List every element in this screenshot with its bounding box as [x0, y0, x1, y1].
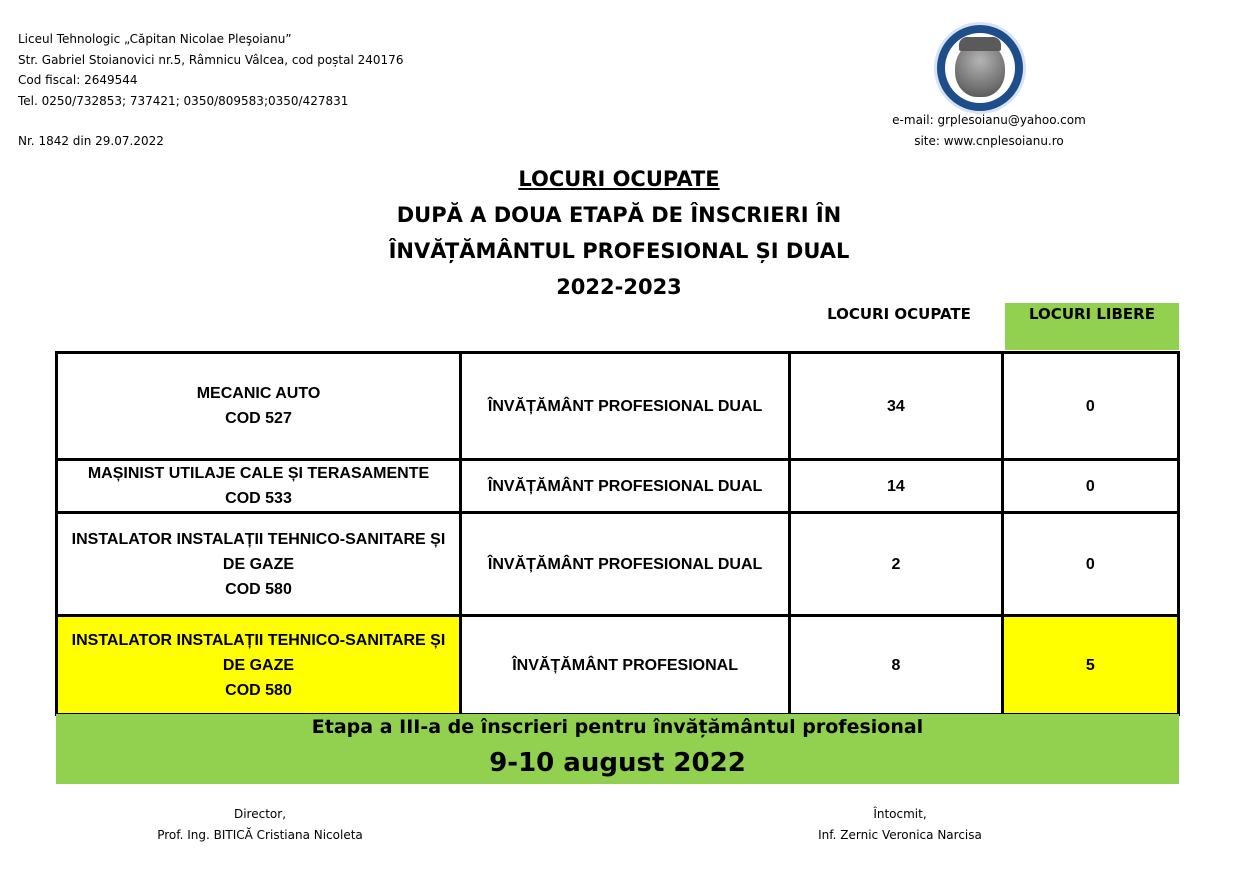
- document-number: Nr. 1842 din 29.07.2022: [18, 134, 164, 148]
- qualification-name: MECANIC AUTO: [196, 385, 321, 402]
- education-type: ÎNVĂȚĂMÂNT PROFESIONAL: [460, 616, 789, 715]
- school-name: Liceul Tehnologic „Căpitan Nicolae Pleşoianu”: [18, 32, 292, 46]
- education-type: ÎNVĂȚĂMÂNT PROFESIONAL DUAL: [460, 353, 789, 460]
- qualification-code: COD 580: [225, 580, 292, 598]
- qualification-name-cont: DE GAZE: [222, 656, 295, 674]
- free-places: 0: [1002, 353, 1178, 460]
- author-role: Întocmit,: [873, 807, 927, 821]
- occupied-places: 14: [790, 460, 1002, 513]
- qualification-code: COD 533: [225, 490, 292, 507]
- email: e-mail: grplesoianu@yahoo.com: [892, 113, 1086, 127]
- qualification-code: COD 580: [225, 681, 292, 699]
- page-title: LOCURI OCUPATE: [518, 167, 720, 191]
- author-signature: [770, 804, 1030, 846]
- education-type: ÎNVĂȚĂMÂNT PROFESIONAL DUAL: [460, 460, 789, 513]
- director-signature: [130, 804, 390, 846]
- table-row: [57, 353, 1179, 460]
- qualification-name-cont: DE GAZE: [222, 555, 295, 573]
- free-places: 0: [1002, 460, 1178, 513]
- school-logo: [934, 22, 1026, 114]
- qualification-name: INSTALATOR INSTALAȚII TEHNICO-SANITARE ȘI: [71, 631, 446, 649]
- places-table: [55, 351, 1180, 716]
- notice-dates: 9-10 august 2022: [489, 748, 746, 778]
- table-row: [57, 460, 1179, 513]
- director-name: Prof. Ing. BITICĂ Cristiana Nicoleta: [157, 828, 363, 842]
- table-row: [57, 616, 1179, 715]
- table-row: [57, 513, 1179, 616]
- qualification-cell: [57, 513, 461, 616]
- fiscal-code: Cod fiscal: 2649544: [18, 73, 138, 87]
- free-places-highlighted: 5: [1002, 616, 1178, 715]
- author-name: Inf. Zernic Veronica Narcisa: [818, 828, 982, 842]
- title-line-2: DUPĂ A DOUA ETAPĂ DE ÎNSCRIERI ÎN: [396, 203, 842, 227]
- occupied-places: 2: [790, 513, 1002, 616]
- enrollment-notice: [56, 714, 1179, 784]
- qualification-cell: [57, 460, 461, 513]
- director-role: Director,: [233, 807, 287, 821]
- qualification-cell: [57, 353, 461, 460]
- phone-numbers: Tel. 0250/732853; 737421; 0350/809583;0350/427831: [18, 94, 349, 108]
- school-address: Str. Gabriel Stoianovici nr.5, Râmnicu Vâlcea, cod poștal 240176: [18, 53, 404, 67]
- column-header-occupied: LOCURI OCUPATE: [827, 305, 971, 323]
- title-year: 2022-2023: [556, 275, 682, 299]
- qualification-name: INSTALATOR INSTALAȚII TEHNICO-SANITARE ȘI: [71, 530, 446, 548]
- occupied-places: 8: [790, 616, 1002, 715]
- qualification-name: MAȘINIST UTILAJE CALE ȘI TERASAMENTE: [87, 465, 430, 482]
- qualification-cell-highlighted: [57, 616, 461, 715]
- occupied-places: 34: [790, 353, 1002, 460]
- education-type: ÎNVĂȚĂMÂNT PROFESIONAL DUAL: [460, 513, 789, 616]
- free-places: 0: [1002, 513, 1178, 616]
- notice-stage: Etapa a III-a de înscrieri pentru învățământul profesional: [311, 716, 924, 738]
- qualification-code: COD 527: [225, 410, 292, 427]
- website: site: www.cnplesoianu.ro: [914, 134, 1064, 148]
- title-line-3: ÎNVĂȚĂMÂNTUL PROFESIONAL ȘI DUAL: [388, 239, 850, 263]
- column-header-free: LOCURI LIBERE: [1005, 303, 1179, 350]
